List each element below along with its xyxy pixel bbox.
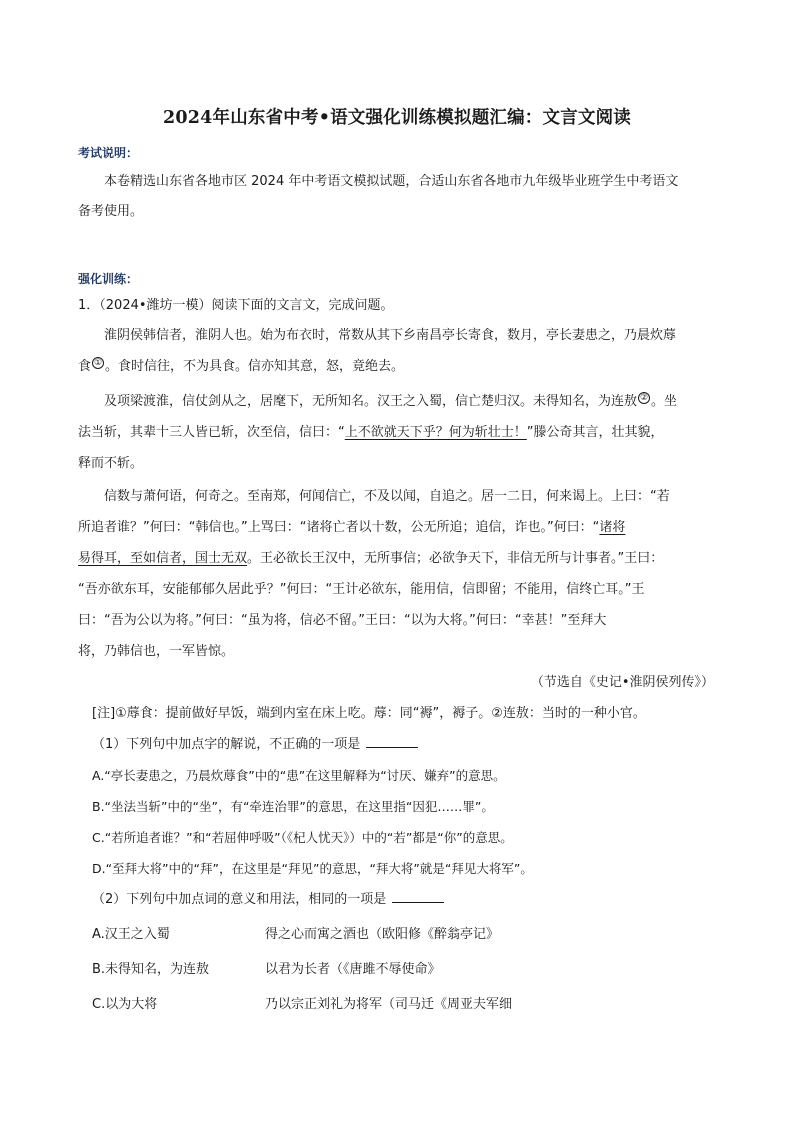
sub-question-2-option-c-right: 乃以宗正刘礼为将军（司马迁《周亚夫军细 — [265, 997, 513, 1012]
passage-para1-line2 — [78, 357, 404, 377]
sub-question-2-option-c-left: C.以为大将 — [92, 997, 158, 1012]
passage-para3-line1: 信数与萧何语，何奇之。至南郑，何闻信亡，不及以闻，自追之。居一二日，何来谒上。上曰：“若 — [104, 489, 670, 504]
passage-para3-line4: “吾亦欲东耳，安能郁郁久居此乎？”何曰：“王计必欲东，能用信，信即留；不能用，信终亡耳。”王 — [78, 582, 645, 597]
training-heading: 强化训练： — [78, 272, 139, 286]
footnotes: [注]①蓐食：提前做好早饭，端到内室在床上吃。蓐：同“褥”，褥子。②连敖：当时的一种小官。 — [92, 706, 646, 721]
passage-para3-line2 — [78, 518, 625, 538]
passage-text: 法当斩，其辈十三人皆已斩，次至信，信曰：“ — [78, 425, 345, 440]
underlined-sentence: 诸将 — [599, 520, 626, 535]
footnote-marker-1: ① — [93, 358, 103, 368]
passage-text: 。食时信往，不为具食。信亦知其意，怒，竟绝去。 — [105, 359, 405, 374]
passage-para3-line3 — [78, 549, 663, 569]
passage-text: ”滕公奇其言，壮其貌， — [526, 425, 664, 440]
sub-question-2-option-b-right: 以君为长者（《唐雎不辱使命》 — [265, 962, 441, 977]
passage-text: 所追者谁？”何曰：“韩信也。”上骂曰：“诸将亡者以十数，公无所追；追信，诈也。”何曰：“ — [78, 520, 600, 535]
passage-para3-line5: 曰：“吾为公以为将。”何曰：“虽为将，信必不留。”王曰：“以为大将。”何曰：“幸甚！”至拜大 — [78, 613, 607, 628]
passage-para2-line3: 释而不斩。 — [78, 456, 144, 471]
sub-question-1-option-b: B.“坐法当斩”中的“坐”，有“牵连治罪”的意思，在这里指“因犯……罪”。 — [92, 799, 494, 814]
answer-blank[interactable] — [366, 735, 418, 748]
passage-text: 。坐 — [651, 394, 678, 409]
exam-note-line-1: 本卷精选山东省各地市区 2024 年中考语文模拟试题，合适山东省各地市九年级毕业班学生中考语文 — [104, 174, 679, 189]
passage-para2-line2 — [78, 423, 664, 443]
sub-question-1-option-c: C.“若所追者谁？”和“若屈伸呼吸”（《杞人忧天》）中的“若”都是“你”的意思。 — [92, 830, 513, 845]
passage-para3-line6: 将，乃韩信也，一军皆惊。 — [78, 644, 235, 659]
underlined-sentence: 上不欲就天下乎？何为斩壮士！ — [344, 425, 527, 440]
underlined-sentence: 易得耳，至如信者，国士无双 — [78, 551, 248, 566]
answer-blank[interactable] — [392, 890, 444, 903]
page-title: 2024年山东省中考•语文强化训练模拟题汇编：文言文阅读 — [163, 108, 631, 128]
sub-question-2-stem — [92, 890, 444, 910]
sub-question-2-option-a-right: 得之心而寓之酒也（欧阳修《醉翁亭记》 — [265, 927, 500, 942]
passage-para1-line1: 淮阴侯韩信者，淮阴人也。始为布衣时，常数从其下乡南昌亭长寄食，数月，亭长妻患之，乃晨炊蓐 — [104, 328, 677, 343]
question-1-intro: 1．（2024•潍坊一模）阅读下面的文言文，完成问题。 — [78, 298, 394, 313]
passage-para2-line1 — [104, 392, 677, 412]
passage-text: 食 — [78, 359, 92, 374]
sub-question-1-stem — [92, 735, 418, 755]
sub-question-2-option-b-left: B.未得知名，为连敖 — [92, 962, 210, 977]
passage-source: （节选自《史记•淮阴侯列传》） — [530, 675, 714, 690]
exam-note-heading: 考试说明： — [78, 146, 139, 160]
sub-question-1-option-d: D.“至拜大将”中的“拜”，在这里是“拜见”的意思，“拜大将”就是“拜见大将军”。 — [92, 861, 533, 876]
exam-note-line-2: 备考使用。 — [78, 204, 144, 219]
footnote-marker-2: ② — [639, 393, 649, 403]
sub-question-1-option-a: A.“亭长妻患之，乃晨炊蓐食”中的“患”在这里解释为“讨厌、嫌弃”的意思。 — [92, 768, 506, 783]
passage-text: 及项梁渡淮，信仗剑从之，居麾下，无所知名。汉王之入蜀，信亡楚归汉。未得知名，为连敖 — [104, 394, 638, 409]
passage-text: 。王必欲长王汉中，无所事信；必欲争天下，非信无所与计事者。”王曰： — [247, 551, 664, 566]
sub-question-1-text: （1）下列句中加点字的解说，不正确的一项是 — [92, 737, 361, 752]
sub-question-2-text: （2）下列句中加点词的意义和用法，相同的一项是 — [92, 892, 387, 907]
sub-question-2-option-a-left: A.汉王之入蜀 — [92, 927, 170, 942]
